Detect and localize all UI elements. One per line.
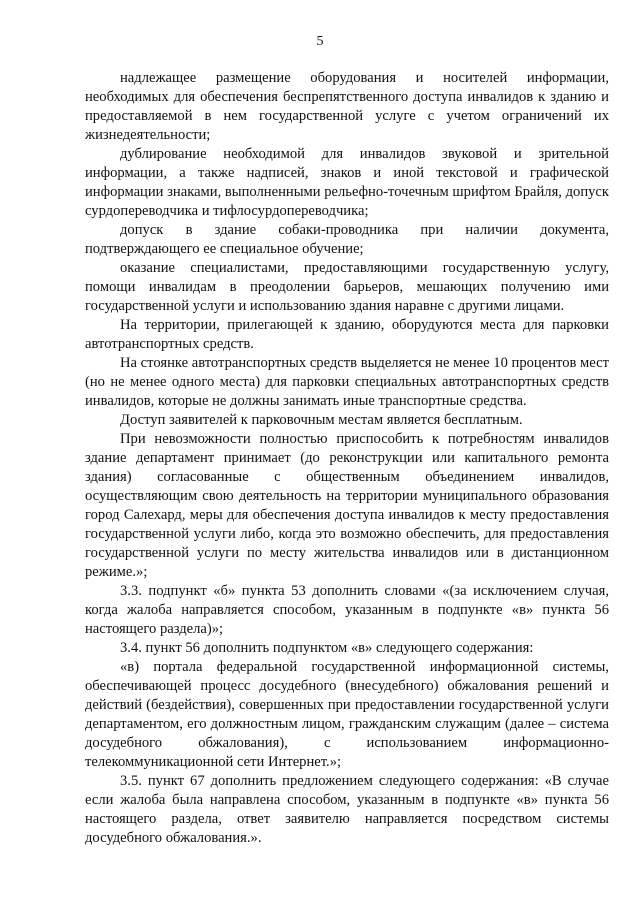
paragraph-amendment-3-3: 3.3. подпункт «б» пункта 53 дополнить словами «(за исключением случая, когда жалоба направляется способом, указанным в подпункте «в» пункта 56 настоящего раздела)»;	[85, 583, 609, 637]
paragraph-guide-dog: допуск в здание собаки-проводника при наличии документа, подтверждающего ее специальное обучение;	[85, 222, 609, 257]
page-number: 5	[316, 34, 324, 49]
paragraph-amendment-3-4: 3.4. пункт 56 дополнить подпунктом «в» следующего содержания:	[120, 640, 534, 656]
paragraph-placement: надлежащее размещение оборудования и носителей информации, необходимых для обеспечения беспрепятственного доступа инвалидов к зданию и предоставляемой в нем государственной услуге с учетом ограничений их жизнедеятельности;	[85, 70, 609, 143]
document-body	[85, 69, 609, 848]
paragraph-amendment-3-5: 3.5. пункт 67 дополнить предложением следующего содержания: «В случае если жалоба была направлена способом, указанным в подпункте «в» пункта 56 настоящего раздела, ответ заявителю направляется посредством системы досудебного обжалования.».	[85, 773, 609, 846]
paragraph-parking-free: Доступ заявителей к парковочным местам является бесплатным.	[120, 412, 523, 428]
paragraph-duplication: дублирование необходимой для инвалидов звуковой и зрительной информации, а также надписей, знаков и иной текстовой и графической информации знаками, выполненными рельефно-точечным шрифтом Брайля, допуск сурдопереводчика и тифлосурдопереводчика;	[85, 146, 609, 219]
paragraph-adaptation: При невозможности полностью приспособить к потребностям инвалидов здание департамент принимает (до реконструкции или капитального ремонта здания) согласованные с общественным объединением инвалидов, осуществляющим свою деятельность на территории муниципального образования город Салехард, меры для обеспечения доступа инвалидов к месту предоставления государственной услуги либо, когда это возможно обеспечить, для предоставления государственной услуги по месту жительства инвалидов или в дистанционном режиме.»;	[85, 431, 609, 580]
paragraph-parking-share: На стоянке автотранспортных средств выделяется не менее 10 процентов мест (но не менее одного места) для парковки специальных автотранспортных средств инвалидов, которые не должны занимать иные транспортные средства.	[85, 355, 609, 409]
paragraph-portal: «в) портала федеральной государственной информационной системы, обеспечивающей процесс досудебного (внесудебного) обжалования решений и действий (бездействия), совершенных при предоставлении государственной услуги департаментом, его должностным лицом, гражданским служащим (далее – система досудебного обжалования), с использованием информационно-телекоммуникационной сети Интернет.»;	[85, 659, 609, 770]
paragraph-parking-territory: На территории, прилегающей к зданию, оборудуются места для парковки автотранспортных средств.	[85, 317, 609, 352]
paragraph-assistance: оказание специалистами, предоставляющими государственную услугу, помощи инвалидам в преодолении барьеров, мешающих получению ими государственной услуги и использованию здания наравне с другими лицами.	[85, 260, 609, 314]
